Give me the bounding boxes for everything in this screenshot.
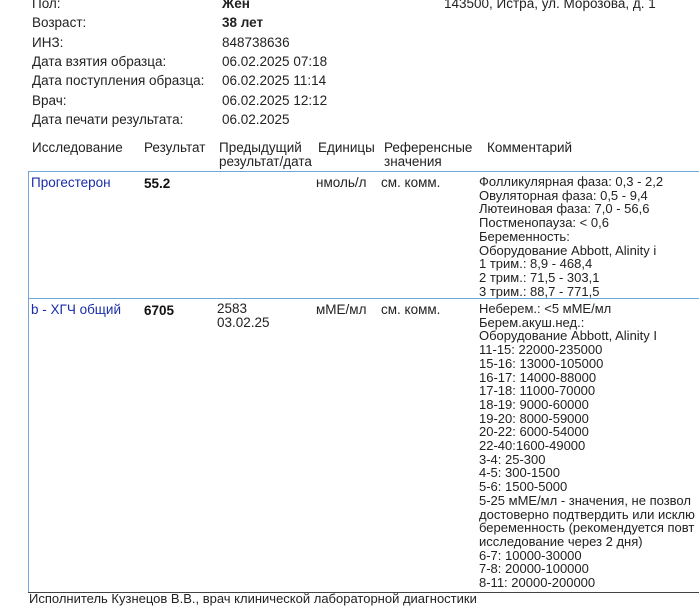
comment-line: 18-19: 9000-60000 [479,396,589,412]
row-1-test-name: Прогестерон [31,175,111,190]
comment-line: 16-17: 14000-88000 [479,369,597,385]
row-2-units: мМЕ/мл [316,302,367,317]
comment-line: 3-4: 25-300 [479,451,546,467]
comment-line: 20-22: 6000-54000 [479,424,589,440]
doctor-label: Врач: [32,93,67,108]
comment-line: Неберем.: <5 мМЕ/мл [479,301,612,316]
row-2-left-border [28,298,29,592]
header-reference-line2: значения [384,154,442,169]
header-units: Единицы [318,140,375,155]
comment-line: 19-20: 8000-59000 [479,410,589,426]
row-2-test-name: b - ХГЧ общий [31,302,121,317]
comment-line: Овуляторная фаза: 0,5 - 9,4 [479,187,648,203]
sample-received-label: Дата поступления образца: [32,73,205,88]
comment-line: 3 трим.: 88,7 - 771,5 [479,283,600,299]
row-2-result: 6705 [144,303,175,318]
header-previous-line1: Предыдущий [219,140,302,155]
header-divider [28,171,699,172]
print-date-value: 06.02.2025 [222,112,290,127]
comment-line: 15-16: 13000-105000 [479,355,604,371]
sample-received-value: 06.02.2025 11:14 [222,73,327,88]
sample-taken-value: 06.02.2025 07:18 [222,54,328,69]
row-2-previous [217,302,270,330]
header-reference [384,141,472,169]
comment-line: Берем.акуш.нед.: [479,314,585,330]
comment-line: 11-15: 22000-235000 [479,342,603,358]
comment-line: 22-40:1600-49000 [479,438,586,454]
doctor-value: 06.02.2025 12:12 [222,93,328,108]
comment-line: Оборудование Abbott, Alinity i [479,242,657,258]
row-1-comments [479,175,663,298]
row-2-previous-value: 2583 [217,301,248,316]
comment-line: Постменопауза: < 0,6 [479,215,609,231]
sex-label: Пол: [32,0,61,11]
inz-value: 848738636 [222,35,290,50]
comment-line: Оборудование Abbott, Alinity I [479,328,658,344]
comment-line: Лютеиновая фаза: 7,0 - 56,6 [479,201,650,217]
comment-line: достоверно подтвердить или исклю [479,506,695,522]
comment-line: 17-18: 11000-70000 [479,383,596,399]
comment-line: исследование через 2 дня) [479,533,643,549]
comment-line: беременность (рекомендуется повт [479,520,695,536]
header-previous [219,141,312,169]
comment-line: Беременность: [479,228,570,244]
header-previous-line2: результат/дата [219,154,312,169]
comment-line: 4-5: 300-1500 [479,465,560,481]
comment-line: 5-6: 1500-5000 [479,479,568,495]
header-result: Результат [144,140,206,155]
executor-footer: Исполнитель Кузнецов В.В., врач клинической лабораторной диагностики [29,591,477,606]
row-1-units: нмоль/л [316,175,367,190]
row-2-comments [479,302,695,590]
age-label: Возраст: [32,15,87,30]
header-comments: Комментарий [487,140,573,155]
row-1-result: 55.2 [144,176,171,191]
print-date-label: Дата печати результата: [32,112,184,127]
row-2-previous-date: 03.02.25 [217,315,270,330]
header-study: Исследование [32,140,123,155]
row-1-reference: см. комм. [381,175,441,190]
header-reference-line1: Референсные [384,140,473,155]
comment-line: 2 трим.: 71,5 - 303,1 [479,269,600,285]
row-2-reference: см. комм. [381,302,441,317]
comment-line: 8-11: 20000-200000 [479,575,596,591]
comment-line: 7-8: 20000-100000 [479,561,589,577]
row-1-left-border [28,171,29,299]
comment-line: 1 трим.: 8,9 - 468,4 [479,256,593,272]
comment-line: Фолликулярная фаза: 0,3 - 2,2 [479,174,664,189]
sample-taken-label: Дата взятия образца: [32,54,167,69]
sex-value: Жен [222,0,250,11]
inz-label: ИНЗ: [32,35,64,50]
comment-line: 5-25 мМЕ/мл - значения, не позвол [479,492,691,508]
comment-line: 6-7: 10000-30000 [479,547,582,563]
age-value: 38 лет [222,15,264,30]
lab-address: 143500, Истра, ул. Морозова, д. 1 [444,0,656,11]
